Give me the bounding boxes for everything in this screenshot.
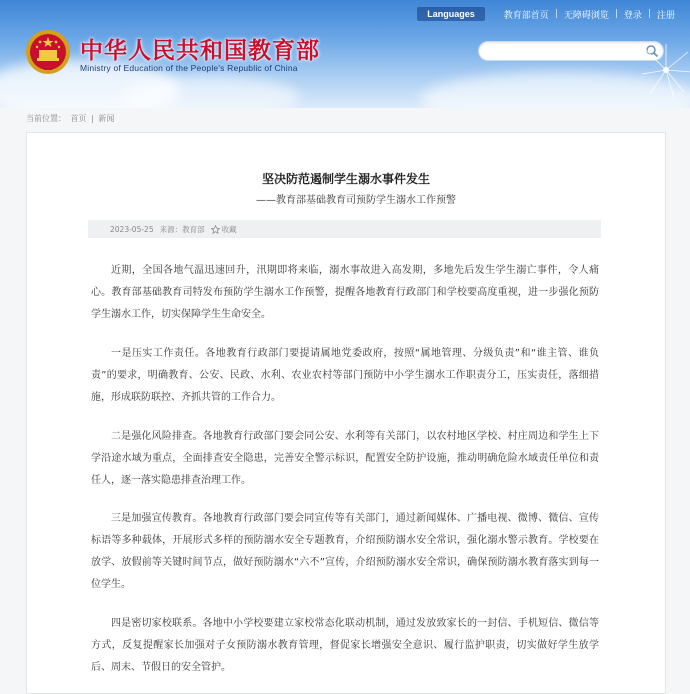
- dandelion-icon: [636, 40, 690, 100]
- article-subtitle: ——教育部基础教育司预防学生溺水工作预警: [256, 195, 456, 206]
- top-nav-bar: Languages 教育部首页 | 无障碍浏览 | 登录 | 注册: [417, 6, 680, 22]
- breadcrumb-prefix: 当前位置：: [26, 114, 66, 123]
- breadcrumb-news[interactable]: 新闻: [98, 114, 115, 123]
- article-date: 2023-05-25: [110, 224, 154, 234]
- national-emblem-icon[interactable]: [24, 28, 72, 76]
- search-input[interactable]: [489, 46, 643, 64]
- article-paragraph: 四是密切家校联系。各地中小学校要建立家校常态化联动机制，通过发放致家长的一封信、手机短信、微信等方式，反复提醒家长加强对子女预防溺水教育管理，督促家长增强安全意识、履行监护职责，切实做好学生放学后、周末、节假日的安全管护。: [91, 618, 599, 673]
- breadcrumb-home[interactable]: 首页: [70, 114, 87, 123]
- top-link-home[interactable]: 教育部首页: [503, 10, 549, 21]
- article-paragraph: 近期，全国各地气温迅速回升，汛期即将来临，溺水事故进入高发期，多地先后发生学生溺亡事件，令人痛心。教育部基础教育司特发布预防学生溺水工作预警，提醒各地教育行政部门和学校要高度重视，进一步强化预防学生溺水工作，切实保障学生生命安全。: [91, 265, 599, 320]
- article-panel: [26, 132, 666, 694]
- favorite-button[interactable]: [211, 224, 237, 235]
- languages-button[interactable]: Languages: [417, 7, 485, 21]
- article-meta-bar: [88, 220, 601, 238]
- favorite-label: 收藏: [221, 224, 237, 234]
- article-paragraph: 一是压实工作责任。各地教育行政部门要提请属地党委政府，按照“属地管理、分级负责”和“谁主管、谁负责”的要求，明确教育、公安、民政、水利、农业农村等部门预防中小学生溺水工作职责分工，压实责任，落细措施，形成联防联控、齐抓共管的工作合力。: [91, 348, 599, 403]
- site-header: [0, 0, 690, 108]
- article-paragraph: 三是加强宣传教育。各地教育行政部门要会同宣传等有关部门，通过新闻媒体、广播电视、微博、微信、宣传标语等多种载体，开展形式多样的预防溺水安全专题教育，介绍预防溺水安全常识，强化溺水警示教育。学校要在放学、放假前等关键时间节点，做好预防溺水“六不”宣传，介绍预防溺水安全常识，确保预防溺水教育落实到每一位学生。: [91, 513, 599, 590]
- top-link-login[interactable]: 登录: [623, 10, 642, 21]
- site-title-cn[interactable]: 中华人民共和国教育部: [80, 38, 320, 64]
- top-link-register[interactable]: 注册: [656, 10, 675, 21]
- article-title: 坚决防范遏制学生溺水事件发生: [261, 172, 430, 186]
- article-source: 来源：教育部: [159, 224, 205, 234]
- article-paragraph: 二是强化风险排查。各地教育行政部门要会同公安、水利等有关部门，以农村地区学校、村庄周边和学生上下学沿途水域为重点，全面排查安全隐患，完善安全警示标识，配置安全防护设施，推动明确危险水域责任单位和责任人，逐一落实隐患排查治理工作。: [91, 431, 599, 486]
- top-link-accessibility[interactable]: 无障碍浏览: [563, 10, 609, 21]
- star-icon: [211, 225, 220, 234]
- site-title-en: Ministry of Education of the People's Republic of China: [80, 63, 298, 73]
- breadcrumb: 当前位置： 首页 | 新闻: [26, 114, 115, 123]
